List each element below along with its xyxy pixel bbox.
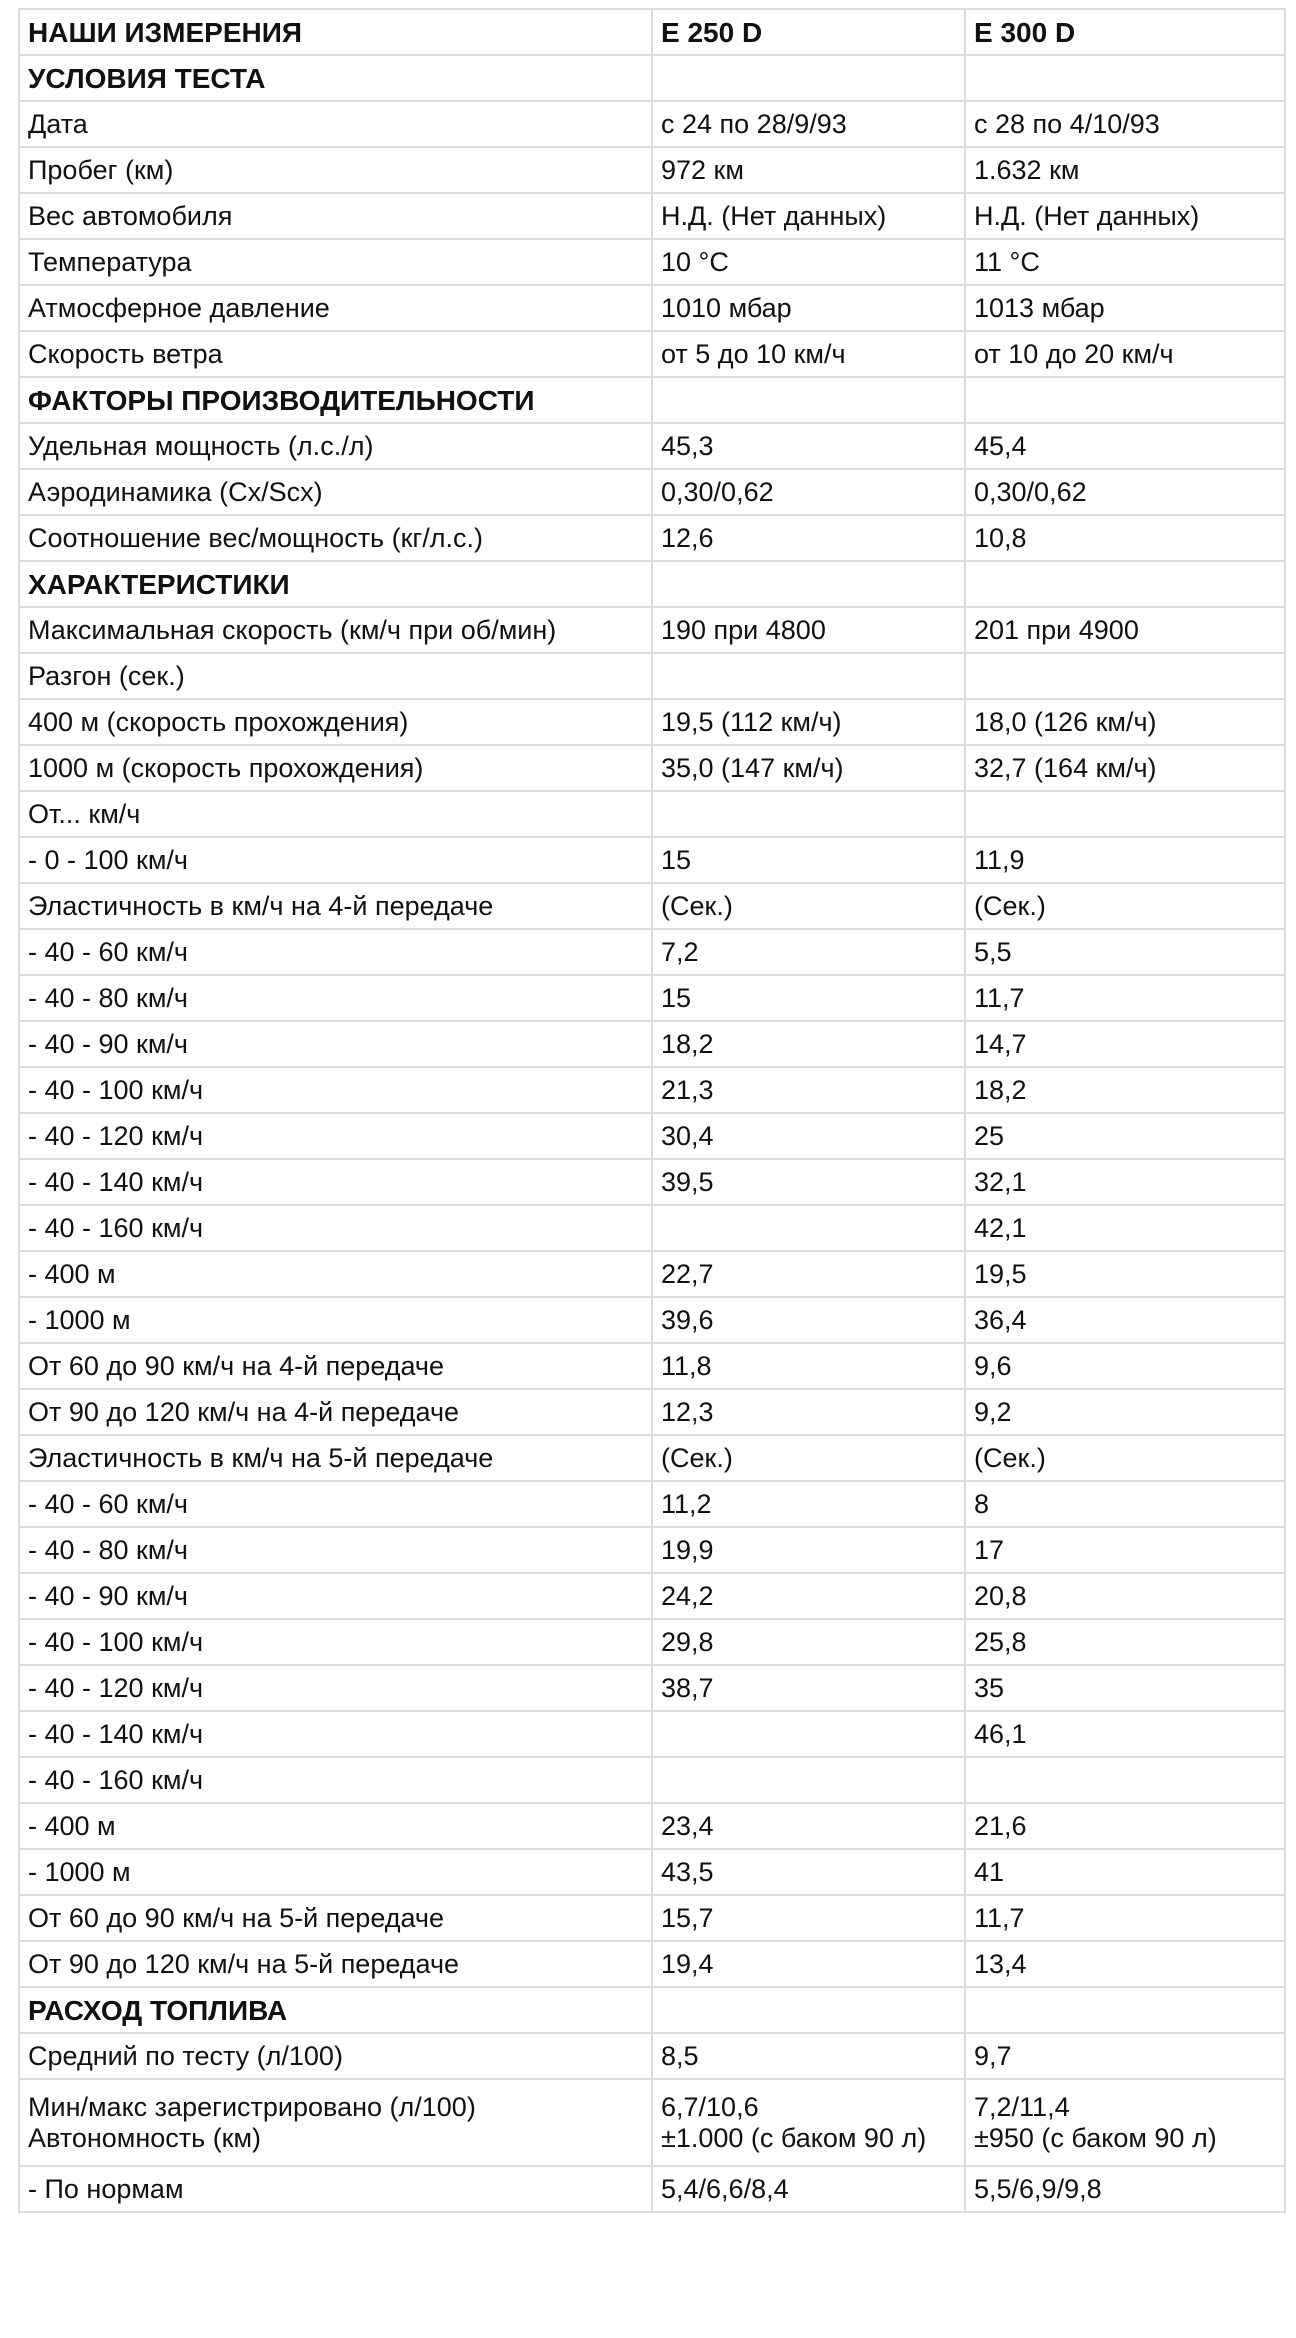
table-row (19, 2033, 1285, 2079)
label-cell: РАСХОД ТОПЛИВА (19, 1987, 652, 2033)
label-cell: От... км/ч (19, 791, 652, 837)
e250d-cell: 35,0 (147 км/ч) (652, 745, 965, 791)
label-cell: Аэродинамика (Cx/Scx) (19, 469, 652, 515)
table-row (19, 837, 1285, 883)
e300d-cell (965, 55, 1285, 101)
label-cell: Скорость ветра (19, 331, 652, 377)
e250d-cell: 39,5 (652, 1159, 965, 1205)
label-cell (19, 2079, 652, 2166)
label-cell: - 40 - 120 км/ч (19, 1665, 652, 1711)
table-row (19, 929, 1285, 975)
table-row (19, 745, 1285, 791)
measurements-table (18, 8, 1286, 2213)
e250d-cell: (Сек.) (652, 1435, 965, 1481)
e300d-cell: 9,2 (965, 1389, 1285, 1435)
cell-line: 7,2/11,4 (974, 2091, 1070, 2122)
table-row (19, 1849, 1285, 1895)
e300d-cell: 25 (965, 1113, 1285, 1159)
e300d-cell: 11,9 (965, 837, 1285, 883)
e300d-cell: 42,1 (965, 1205, 1285, 1251)
e300d-cell: 10,8 (965, 515, 1285, 561)
label-cell: - 40 - 140 км/ч (19, 1159, 652, 1205)
e300d-cell: 201 при 4900 (965, 607, 1285, 653)
e300d-cell (965, 2079, 1285, 2166)
table-row (19, 1389, 1285, 1435)
section-header-row (19, 1987, 1285, 2033)
e250d-cell: 15 (652, 837, 965, 883)
e250d-cell: 5,4/6,6/8,4 (652, 2166, 965, 2212)
table-row (19, 1297, 1285, 1343)
label-cell: Максимальная скорость (км/ч при об/мин) (19, 607, 652, 653)
e300d-cell: 1.632 км (965, 147, 1285, 193)
e300d-cell: 36,4 (965, 1297, 1285, 1343)
table-row (19, 1941, 1285, 1987)
e300d-cell: 46,1 (965, 1711, 1285, 1757)
section-header-row (19, 55, 1285, 101)
e250d-cell: 12,3 (652, 1389, 965, 1435)
e300d-cell: 41 (965, 1849, 1285, 1895)
table-row (19, 1803, 1285, 1849)
e300d-cell: с 28 по 4/10/93 (965, 101, 1285, 147)
e300d-cell (965, 791, 1285, 837)
e250d-cell: 11,2 (652, 1481, 965, 1527)
label-cell: Атмосферное давление (19, 285, 652, 331)
label-cell: Соотношение вес/мощность (кг/л.с.) (19, 515, 652, 561)
table-row (19, 1343, 1285, 1389)
e250d-cell: (Сек.) (652, 883, 965, 929)
e250d-cell (652, 1757, 965, 1803)
e250d-cell: 1010 мбар (652, 285, 965, 331)
e250d-cell: с 24 по 28/9/93 (652, 101, 965, 147)
cell-line: ±950 (с баком 90 л) (974, 2122, 1217, 2153)
e250d-cell: 21,3 (652, 1067, 965, 1113)
label-cell: - 1000 м (19, 1297, 652, 1343)
e300d-cell: 14,7 (965, 1021, 1285, 1067)
e300d-cell: 9,7 (965, 2033, 1285, 2079)
table-row (19, 1711, 1285, 1757)
label-cell: 1000 м (скорость прохождения) (19, 745, 652, 791)
table-row (19, 1435, 1285, 1481)
e250d-cell: 11,8 (652, 1343, 965, 1389)
cell-line: Мин/макс зарегистрировано (л/100) (28, 2091, 476, 2122)
label-cell: - 40 - 100 км/ч (19, 1067, 652, 1113)
section-header-row (19, 561, 1285, 607)
e300d-cell: 45,4 (965, 423, 1285, 469)
e300d-cell: E 300 D (965, 9, 1285, 55)
label-cell: - 0 - 100 км/ч (19, 837, 652, 883)
e250d-cell: 19,4 (652, 1941, 965, 1987)
label-cell: - По нормам (19, 2166, 652, 2212)
e300d-cell: 11,7 (965, 975, 1285, 1021)
table-body (19, 9, 1285, 2212)
cell-line: Автономность (км) (28, 2122, 262, 2153)
table-row (19, 653, 1285, 699)
e250d-cell (652, 561, 965, 607)
e250d-cell (652, 653, 965, 699)
label-cell: - 400 м (19, 1803, 652, 1849)
label-cell: Температура (19, 239, 652, 285)
e300d-cell: 35 (965, 1665, 1285, 1711)
cell-line: ±1.000 (с баком 90 л) (661, 2122, 927, 2153)
table-row (19, 1481, 1285, 1527)
label-cell: - 400 м (19, 1251, 652, 1297)
label-cell: - 40 - 80 км/ч (19, 1527, 652, 1573)
e250d-cell: E 250 D (652, 9, 965, 55)
e250d-cell: 45,3 (652, 423, 965, 469)
e300d-cell (965, 653, 1285, 699)
table-row (19, 1757, 1285, 1803)
table-row (19, 469, 1285, 515)
label-cell: Эластичность в км/ч на 4-й передаче (19, 883, 652, 929)
e300d-cell: (Сек.) (965, 883, 1285, 929)
label-cell: Пробег (км) (19, 147, 652, 193)
label-cell: От 60 до 90 км/ч на 5-й передаче (19, 1895, 652, 1941)
label-cell: - 40 - 100 км/ч (19, 1619, 652, 1665)
label-cell: - 40 - 160 км/ч (19, 1757, 652, 1803)
table-row (19, 699, 1285, 745)
e300d-cell: 32,7 (164 км/ч) (965, 745, 1285, 791)
table-row (19, 1895, 1285, 1941)
table-row (19, 1067, 1285, 1113)
label-cell: НАШИ ИЗМЕРЕНИЯ (19, 9, 652, 55)
e300d-cell: 20,8 (965, 1573, 1285, 1619)
e300d-cell: 8 (965, 1481, 1285, 1527)
e250d-cell: 19,9 (652, 1527, 965, 1573)
e300d-cell: 0,30/0,62 (965, 469, 1285, 515)
e250d-cell: 15,7 (652, 1895, 965, 1941)
e300d-cell: 18,2 (965, 1067, 1285, 1113)
table-row (19, 883, 1285, 929)
table-row (19, 1251, 1285, 1297)
label-cell: От 60 до 90 км/ч на 4-й передаче (19, 1343, 652, 1389)
table-row (19, 607, 1285, 653)
table-row (19, 791, 1285, 837)
label-cell: Эластичность в км/ч на 5-й передаче (19, 1435, 652, 1481)
label-cell: - 40 - 80 км/ч (19, 975, 652, 1021)
e250d-cell: 24,2 (652, 1573, 965, 1619)
label-cell: Удельная мощность (л.с./л) (19, 423, 652, 469)
label-cell: Вес автомобиля (19, 193, 652, 239)
e300d-cell: (Сек.) (965, 1435, 1285, 1481)
e300d-cell (965, 1987, 1285, 2033)
label-cell: Дата (19, 101, 652, 147)
e250d-cell (652, 1987, 965, 2033)
table-row (19, 1665, 1285, 1711)
table-row (19, 1573, 1285, 1619)
label-cell: ФАКТОРЫ ПРОИЗВОДИТЕЛЬНОСТИ (19, 377, 652, 423)
table-row (19, 1205, 1285, 1251)
label-cell: Средний по тесту (л/100) (19, 2033, 652, 2079)
table-row (19, 975, 1285, 1021)
label-cell: - 40 - 160 км/ч (19, 1205, 652, 1251)
e250d-cell: от 5 до 10 км/ч (652, 331, 965, 377)
e300d-cell (965, 1757, 1285, 1803)
e300d-cell (965, 561, 1285, 607)
e250d-cell: 15 (652, 975, 965, 1021)
label-cell: УСЛОВИЯ ТЕСТА (19, 55, 652, 101)
table-row (19, 2079, 1285, 2166)
e300d-cell: 18,0 (126 км/ч) (965, 699, 1285, 745)
table-row (19, 515, 1285, 561)
e250d-cell (652, 1205, 965, 1251)
e250d-cell: 23,4 (652, 1803, 965, 1849)
e300d-cell: 9,6 (965, 1343, 1285, 1389)
e300d-cell: 1013 мбар (965, 285, 1285, 331)
e250d-cell: 10 °C (652, 239, 965, 285)
label-cell: - 40 - 120 км/ч (19, 1113, 652, 1159)
table-row (19, 1113, 1285, 1159)
e300d-cell: 5,5/6,9/9,8 (965, 2166, 1285, 2212)
label-cell: - 40 - 90 км/ч (19, 1021, 652, 1067)
e250d-cell (652, 377, 965, 423)
e250d-cell: 39,6 (652, 1297, 965, 1343)
table-row (19, 331, 1285, 377)
table-row (19, 423, 1285, 469)
table-row (19, 101, 1285, 147)
label-cell: От 90 до 120 км/ч на 5-й передаче (19, 1941, 652, 1987)
label-cell: От 90 до 120 км/ч на 4-й передаче (19, 1389, 652, 1435)
e250d-cell: 30,4 (652, 1113, 965, 1159)
table-row (19, 1021, 1285, 1067)
e250d-cell (652, 791, 965, 837)
e250d-cell (652, 2079, 965, 2166)
e250d-cell: 38,7 (652, 1665, 965, 1711)
section-header-row (19, 9, 1285, 55)
label-cell: Разгон (сек.) (19, 653, 652, 699)
e250d-cell: 18,2 (652, 1021, 965, 1067)
label-cell: - 1000 м (19, 1849, 652, 1895)
table-row (19, 1527, 1285, 1573)
e250d-cell: Н.Д. (Нет данных) (652, 193, 965, 239)
label-cell: 400 м (скорость прохождения) (19, 699, 652, 745)
section-header-row (19, 377, 1285, 423)
e250d-cell: 972 км (652, 147, 965, 193)
label-cell: ХАРАКТЕРИСТИКИ (19, 561, 652, 607)
e300d-cell: 13,4 (965, 1941, 1285, 1987)
e300d-cell (965, 377, 1285, 423)
e250d-cell: 22,7 (652, 1251, 965, 1297)
e300d-cell: 19,5 (965, 1251, 1285, 1297)
e250d-cell: 7,2 (652, 929, 965, 975)
e300d-cell: 17 (965, 1527, 1285, 1573)
e300d-cell: от 10 до 20 км/ч (965, 331, 1285, 377)
e300d-cell: 25,8 (965, 1619, 1285, 1665)
e250d-cell: 19,5 (112 км/ч) (652, 699, 965, 745)
e250d-cell: 0,30/0,62 (652, 469, 965, 515)
measurements-sheet (18, 8, 1286, 2213)
label-cell: - 40 - 60 км/ч (19, 929, 652, 975)
table-row (19, 193, 1285, 239)
e300d-cell: 11,7 (965, 1895, 1285, 1941)
label-cell: - 40 - 90 км/ч (19, 1573, 652, 1619)
table-row (19, 285, 1285, 331)
table-row (19, 239, 1285, 285)
label-cell: - 40 - 60 км/ч (19, 1481, 652, 1527)
e250d-cell: 190 при 4800 (652, 607, 965, 653)
label-cell: - 40 - 140 км/ч (19, 1711, 652, 1757)
e250d-cell: 12,6 (652, 515, 965, 561)
table-row (19, 1159, 1285, 1205)
e250d-cell: 43,5 (652, 1849, 965, 1895)
cell-line: 6,7/10,6 (661, 2091, 759, 2122)
e250d-cell (652, 1711, 965, 1757)
e250d-cell: 29,8 (652, 1619, 965, 1665)
e300d-cell: Н.Д. (Нет данных) (965, 193, 1285, 239)
e250d-cell: 8,5 (652, 2033, 965, 2079)
e300d-cell: 11 °C (965, 239, 1285, 285)
e300d-cell: 5,5 (965, 929, 1285, 975)
table-row (19, 1619, 1285, 1665)
e300d-cell: 21,6 (965, 1803, 1285, 1849)
e300d-cell: 32,1 (965, 1159, 1285, 1205)
table-row (19, 2166, 1285, 2212)
table-row (19, 147, 1285, 193)
e250d-cell (652, 55, 965, 101)
